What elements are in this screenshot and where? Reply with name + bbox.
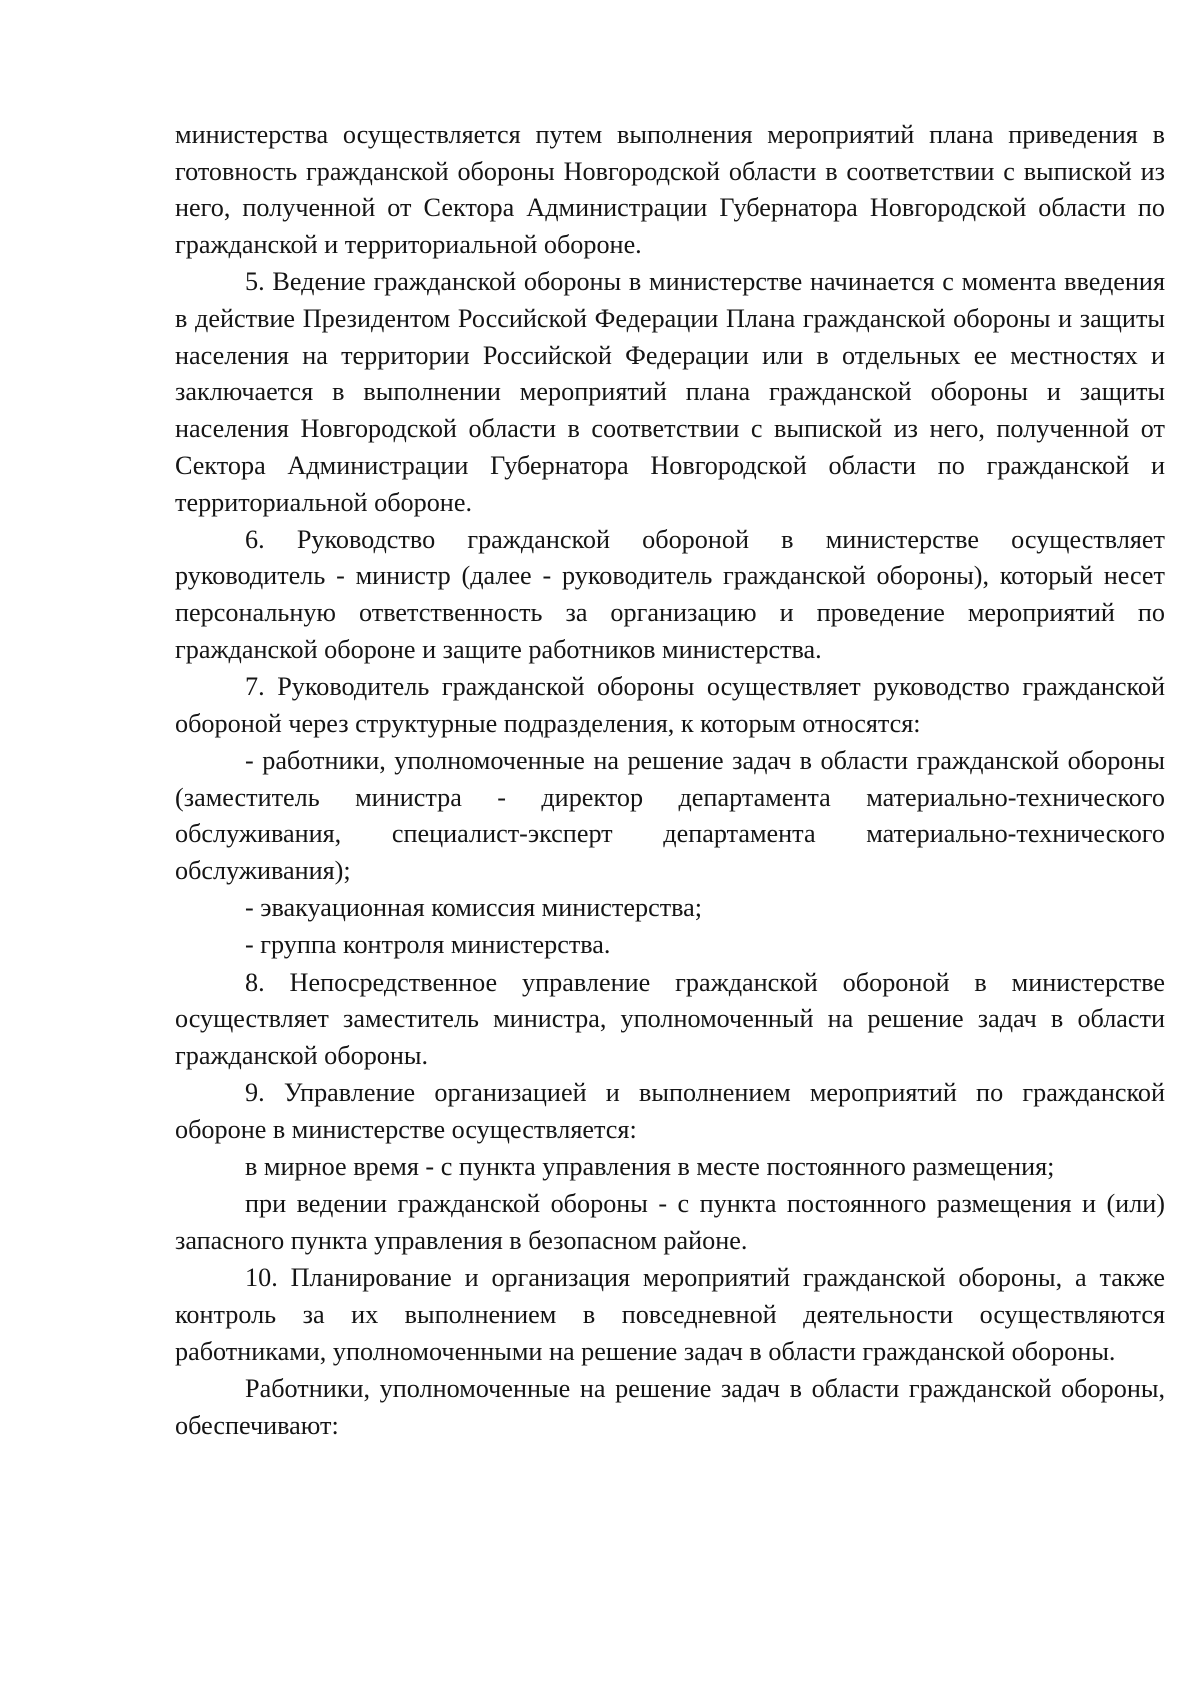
paragraph-wartime: при ведении гражданской обороны - с пункта постоянного размещения и (или) запасного пункта управления в безопасном районе. <box>175 1189 1165 1256</box>
list-item-control-group: - группа контроля министерства. <box>245 930 611 960</box>
paragraph-item-7: 7. Руководитель гражданской обороны осуществляет руководство гражданской обороной через структурные подразделения, к которым относятся: <box>175 672 1165 738</box>
paragraph-item-9: 9. Управление организацией и выполнением мероприятий по гражданской обороне в министерстве осуществляется: <box>175 1078 1165 1144</box>
paragraph-workers-provide: Работники, уполномоченные на решение задач в области гражданской обороны, обеспечивают: <box>175 1373 1165 1440</box>
document-body <box>175 117 1165 1445</box>
paragraph-continuation: министерства осуществляется путем выполнения мероприятий плана приведения в готовность гражданской обороны Новгородской области в соответствии с выпиской из него, полученной от Сектора Администрации Губернатора Новгородской области по гражданской и территориальной обороне. <box>175 120 1165 260</box>
paragraph-item-8: 8. Непосредственное управление гражданской обороной в министерстве осуществляет заместитель министра, уполномоченный на решение задач в области гражданской обороны. <box>175 967 1165 1071</box>
paragraph-peacetime: в мирное время - с пункта управления в месте постоянного размещения; <box>245 1152 1055 1182</box>
paragraph-item-5: 5. Ведение гражданской обороны в министерстве начинается с момента введения в действие Президентом Российской Федерации Плана гражданской обороны и защиты населения на территории Российской Федерации или в отдельных ее местностях и заключается в выполнении мероприятий плана гражданской обороны и защиты населения Новгородской области в соответствии с выпиской из него, полученной от Сектора Администрации Губернатора Новгородской области по гражданской и территориальной обороне. <box>175 267 1165 517</box>
paragraph-item-10: 10. Планирование и организация мероприятий гражданской обороны, а также контроль за их выполнением в повседневной деятельности осуществляются работниками, уполномоченными на решение задач в области гражданской обороны. <box>175 1263 1165 1366</box>
list-item-evacuation-commission: - эвакуационная комиссия министерства; <box>245 893 703 923</box>
paragraph-item-6: 6. Руководство гражданской обороной в министерстве осуществляет руководитель - министр (далее - руководитель гражданской обороны), который несет персональную ответственность за организацию и проведение мероприятий по гражданской обороне и защите работников министерства. <box>175 524 1165 664</box>
list-item-authorized-workers: - работники, уполномоченные на решение задач в области гражданской обороны (заместитель министра - директор департамента материально-технического обслуживания, специалист-эксперт департамента материально-технического обслуживания); <box>175 745 1165 886</box>
